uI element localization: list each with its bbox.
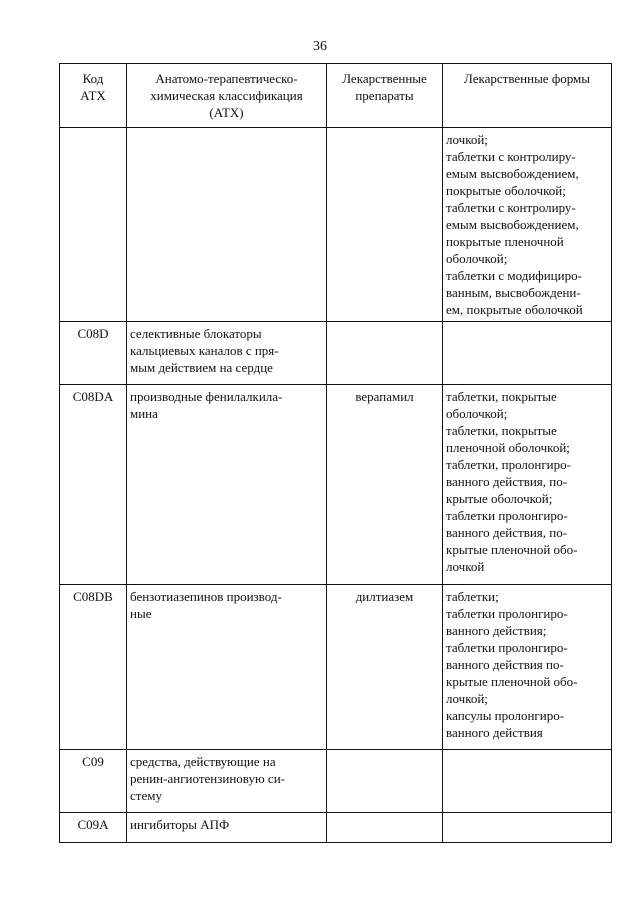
- form-line: таблетки пролонгиро-: [446, 606, 568, 621]
- classification-line: средства, действующие на: [130, 754, 276, 769]
- header-line: (АТХ): [209, 105, 244, 120]
- classification-line: мина: [130, 406, 158, 421]
- form-line: таблетки с контролиру-: [446, 200, 576, 215]
- header-code: [60, 64, 127, 128]
- atx-code-cell: C09A: [60, 813, 127, 843]
- form-line: ванного действия по-: [446, 657, 564, 672]
- form-line: таблетки с модифициро-: [446, 268, 582, 283]
- form-line: ванного действия, по-: [446, 525, 568, 540]
- form-line: емым высвобождением,: [446, 217, 579, 232]
- atx-code-cell: C08D: [60, 322, 127, 385]
- forms-cell: [443, 322, 612, 385]
- table-row: [60, 813, 612, 843]
- form-line: крытые пленочной обо-: [446, 674, 578, 689]
- classification-line: ные: [130, 606, 152, 621]
- classification-line: мым действием на сердце: [130, 360, 273, 375]
- form-line: ем, покрытые оболочкой: [446, 302, 583, 317]
- drug-cell: [327, 128, 443, 322]
- form-line: покрытые пленочной: [446, 234, 564, 249]
- atx-code-cell: C08DA: [60, 385, 127, 585]
- form-line: оболочкой;: [446, 251, 508, 266]
- form-line: оболочкой;: [446, 406, 508, 421]
- table-header-row: [60, 64, 612, 128]
- header-line: Код: [82, 71, 104, 86]
- form-line: покрытые оболочкой;: [446, 183, 566, 198]
- form-line: таблетки с контролиру-: [446, 149, 576, 164]
- form-line: ванного действия, по-: [446, 474, 568, 489]
- drug-cell: верапамил: [327, 385, 443, 585]
- atx-code-cell: C09: [60, 750, 127, 813]
- classification-cell: [127, 750, 327, 813]
- table-row: [60, 750, 612, 813]
- form-line: лочкой: [446, 559, 485, 574]
- form-line: таблетки, пролонгиро-: [446, 457, 571, 472]
- forms-cell: [443, 813, 612, 843]
- atx-table: [59, 63, 612, 843]
- drug-cell: [327, 750, 443, 813]
- classification-line: селективные блокаторы: [130, 326, 262, 341]
- form-line: лочкой;: [446, 132, 488, 147]
- form-line: пленочной оболочкой;: [446, 440, 570, 455]
- header-classification: [127, 64, 327, 128]
- classification-cell: [127, 385, 327, 585]
- classification-cell: [127, 585, 327, 750]
- form-line: таблетки пролонгиро-: [446, 508, 568, 523]
- table-row: [60, 322, 612, 385]
- form-line: таблетки;: [446, 589, 499, 604]
- header-line: Лекарственные формы: [463, 71, 591, 86]
- classification-line: бензотиазепинов производ-: [130, 589, 282, 604]
- classification-line: ингибиторы АПФ: [130, 817, 230, 832]
- form-line: таблетки, покрытые: [446, 423, 557, 438]
- header-line: Анатомо-терапевтическо-: [155, 71, 298, 86]
- form-line: крытые оболочкой;: [446, 491, 553, 506]
- drug-cell: [327, 322, 443, 385]
- classification-line: кальциевых каналов с пря-: [130, 343, 279, 358]
- header-line: АТХ: [80, 88, 106, 103]
- forms-cell: [443, 128, 612, 322]
- form-line: емым высвобождением,: [446, 166, 579, 181]
- table-row: [60, 585, 612, 750]
- header-line: препараты: [355, 88, 414, 103]
- forms-cell: [443, 750, 612, 813]
- forms-cell: [443, 585, 612, 750]
- header-forms: [443, 64, 612, 128]
- table-row: [60, 385, 612, 585]
- atx-code-cell: [60, 128, 127, 322]
- classification-cell: [127, 322, 327, 385]
- form-line: ванного действия: [446, 725, 543, 740]
- form-line: крытые пленочной обо-: [446, 542, 578, 557]
- form-line: ванного действия;: [446, 623, 547, 638]
- page-number: 36: [313, 39, 327, 54]
- drug-cell: [327, 813, 443, 843]
- form-line: ванным, высвобождени-: [446, 285, 581, 300]
- drug-cell: дилтиазем: [327, 585, 443, 750]
- classification-cell: [127, 128, 327, 322]
- header-line: Лекарственные: [342, 71, 427, 86]
- forms-cell: [443, 385, 612, 585]
- classification-line: стему: [130, 788, 162, 803]
- header-drugs: [327, 64, 443, 128]
- form-line: капсулы пролонгиро-: [446, 708, 565, 723]
- classification-line: производные фенилалкила-: [130, 389, 283, 404]
- atx-code-cell: C08DB: [60, 585, 127, 750]
- table-row: [60, 128, 612, 322]
- form-line: таблетки, покрытые: [446, 389, 557, 404]
- form-line: лочкой;: [446, 691, 488, 706]
- classification-cell: [127, 813, 327, 843]
- classification-line: ренин-ангиотензиновую си-: [130, 771, 285, 786]
- form-line: таблетки пролонгиро-: [446, 640, 568, 655]
- header-line: химическая классификация: [150, 88, 303, 103]
